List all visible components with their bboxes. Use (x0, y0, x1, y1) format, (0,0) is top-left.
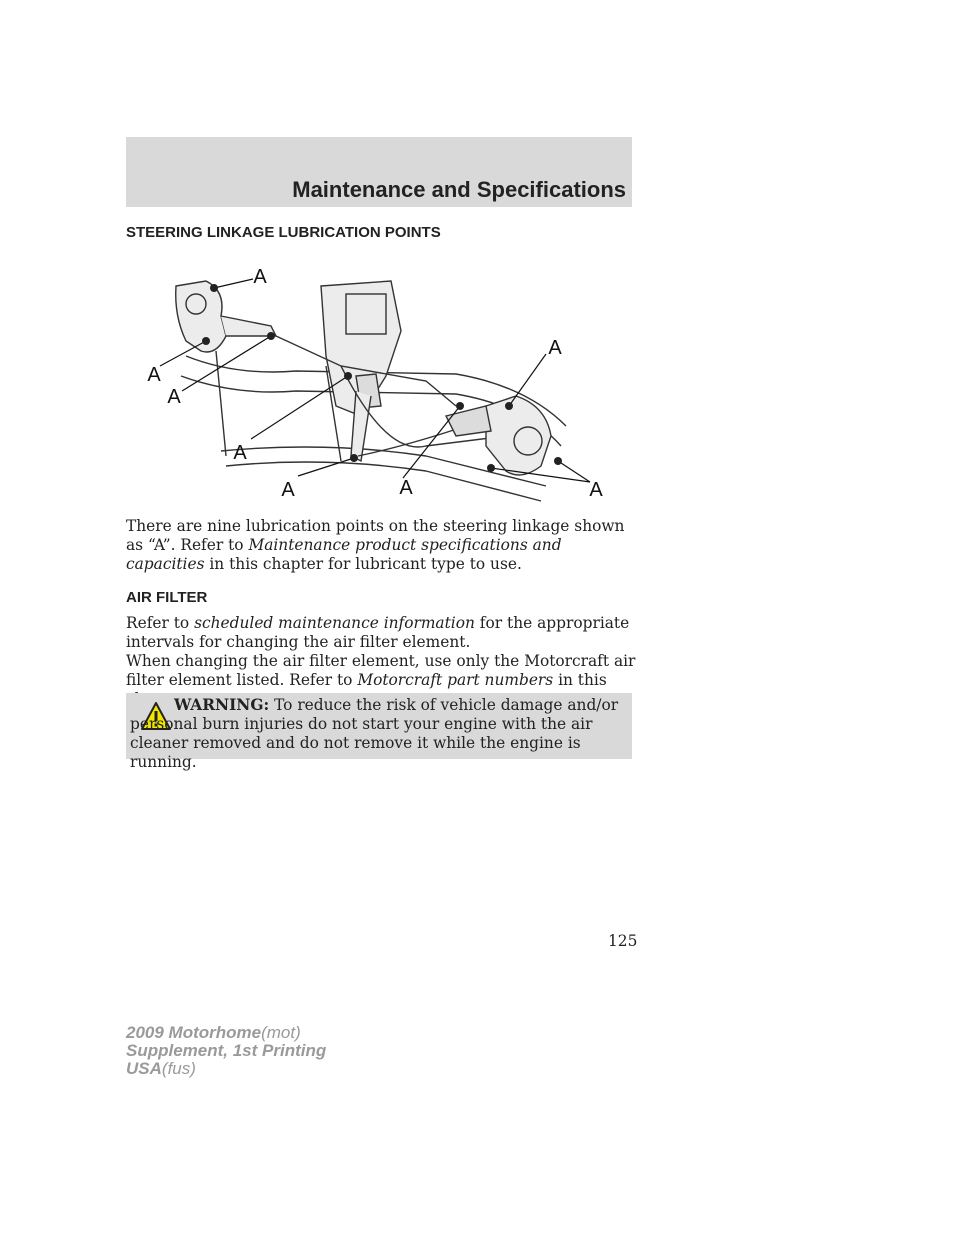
air-filter-text-2: for the appropriate intervals for changing the air filter element. (126, 614, 630, 651)
callout-label-5: A (281, 479, 295, 501)
warning-text (130, 696, 630, 772)
footer-market: USA (126, 1059, 162, 1078)
page-header-title: Maintenance and Specifications (292, 177, 626, 202)
callout-label-8: A (589, 479, 603, 501)
steering-paragraph (126, 517, 636, 574)
footer-market-code: (fus) (161, 1059, 196, 1078)
warning-message: To reduce the risk of vehicle damage and/or personal burn injuries do not start your engine with the air cleaner removed and do not remove it while the engine is running. (130, 696, 619, 771)
air-filter-text-1: Refer to (126, 614, 195, 632)
page-number: 125 (608, 932, 638, 950)
air-filter-text-4: in this (558, 671, 607, 689)
steering-text-2: in this chapter for lubricant type to use. (204, 555, 522, 573)
steering-text-1: There are nine lubrication points on the steering linkage shown as “A”. Refer to (126, 517, 625, 554)
footer-printing: Supplement, 1st Printing (126, 1041, 327, 1060)
footer-model-code: (mot) (261, 1023, 301, 1042)
air-filter-text-3: When changing the air filter element, use only the Motorcraft air filter element listed. Refer to (126, 652, 636, 689)
chassis-drawing (176, 281, 566, 501)
callout-label-1: A (253, 266, 267, 288)
callout-label-4: A (233, 442, 247, 464)
part-numbers-reference: Motorcraft part numbers (357, 671, 554, 689)
maintenance-specs-reference: Maintenance product specifications and capacities (126, 536, 562, 573)
air-filter-heading: AIR FILTER (126, 589, 208, 606)
print-footer (126, 1024, 326, 1078)
warning-box (126, 693, 632, 771)
callout-label-3: A (167, 386, 181, 408)
warning-label: WARNING: (174, 696, 270, 714)
scheduled-maintenance-reference: scheduled maintenance information (194, 614, 475, 632)
callout-label-6: A (399, 477, 413, 499)
air-filter-paragraph-1 (126, 614, 636, 652)
footer-model: 2009 Motorhome (126, 1023, 262, 1042)
header-band (126, 137, 632, 207)
callout-label-7: A (548, 337, 562, 359)
steering-linkage-diagram (126, 256, 632, 508)
steering-heading: STEERING LINKAGE LUBRICATION POINTS (126, 224, 441, 241)
callout-label-2: A (147, 364, 161, 386)
